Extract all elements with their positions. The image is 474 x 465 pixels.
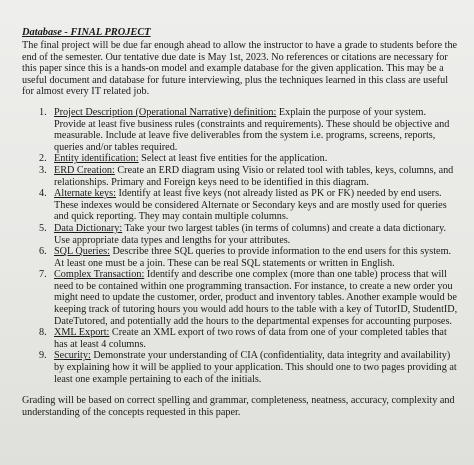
- item-heading: Complex Transaction:: [54, 269, 145, 281]
- item-text: Describe three SQL queries to provide information to the end users for this system. At least one must be a join. These can be real SQL statements or written in English.: [54, 246, 452, 269]
- item-number: 4.: [39, 188, 47, 200]
- item-heading: Project Description (Operational Narrative) definition:: [54, 106, 277, 118]
- item-number: 2.: [39, 153, 47, 165]
- item-number: 7.: [39, 269, 47, 281]
- item-number: 8.: [39, 327, 47, 339]
- list-item: [22, 107, 460, 153]
- list-item: [22, 269, 460, 327]
- list-item: [22, 188, 460, 223]
- document-title: Database - FINAL PROJECT: [22, 27, 151, 38]
- list-item: [22, 153, 460, 165]
- item-text: Explain the purpose of your system. Provide at least five business rules (constraints and requirements). These should be objective and measurable. Include at leave five deliverables from the system i.e. programs, screens, reports, queries and/or tables required.: [54, 106, 450, 153]
- item-text: Demonstrate your understanding of CIA (confidentiality, data integrity and availability) by explaining how it will be applied to your application. This should one to two pages providing at least one example pertaining to each of the initials.: [54, 350, 457, 385]
- item-number: 5.: [39, 222, 47, 234]
- grading-paragraph: Grading will be based on correct spelling and grammar, completeness, neatness, accuracy, complexity and understanding of the concepts requested in this paper.: [22, 395, 455, 418]
- list-item: [22, 327, 460, 350]
- item-text: Identify at least five keys (not already listed as PK or FK) needed by end users. These indexes would be considered Alternate or Secondary keys and are mostly used for queries and quick reporting. They may contain multiple columns.: [54, 188, 447, 223]
- item-text: Take your two largest tables (in terms of columns) and create a data dictionary. Use appropriate data types and lengths for your attributes.: [54, 222, 447, 246]
- item-text: Create an ERD diagram using Visio or related tool with tables, keys, columns, and relationships. Primary and Foreign keys need to be identified in this diagram.: [54, 164, 454, 188]
- list-item: [22, 246, 460, 269]
- list-item: [22, 350, 460, 385]
- item-heading: XML Export:: [54, 327, 110, 339]
- list-item: [22, 165, 460, 188]
- item-heading: Entity identification:: [54, 153, 139, 165]
- item-text: Select at least five entities for the application.: [138, 153, 328, 165]
- item-heading: ERD Creation:: [54, 164, 115, 176]
- item-number: 6.: [39, 246, 47, 258]
- intro-paragraph: The final project will be due far enough ahead to allow the instructor to have a grade to students before the end of the semester. Our tentative due date is May 1st, 2023. No references or citations are necessary for this paper since this is a hands-on model and example database for the given application. This may be a useful document and database for future interviewing, plus the techniques learned in this class are useful for almost every IT related job.: [22, 40, 458, 98]
- item-heading: Alternate keys:: [54, 188, 116, 200]
- item-text: Identify and describe one complex (more than one table) process that will need to be contained within one programming transaction. For instance, to create a new order you might need to update the customer, order, product and inventory tables. Another example would be keeping track of tutoring hours you would add hours to the table with a key of TutorID, StudentID, DateTutored, and potentially add the hours to the departmental expenses for accounting purposes.: [54, 269, 458, 327]
- item-number: 1.: [39, 106, 47, 118]
- item-heading: Data Dictionary:: [54, 222, 123, 234]
- item-number: 3.: [39, 164, 47, 176]
- item-text: Create an XML export of two rows of data from one of your completed tables that has at least 4 columns.: [54, 327, 447, 350]
- requirements-list: [22, 107, 460, 385]
- item-heading: Security:: [54, 350, 91, 362]
- item-heading: SQL Queries:: [54, 246, 110, 258]
- item-number: 9.: [39, 350, 47, 362]
- list-item: [22, 223, 460, 246]
